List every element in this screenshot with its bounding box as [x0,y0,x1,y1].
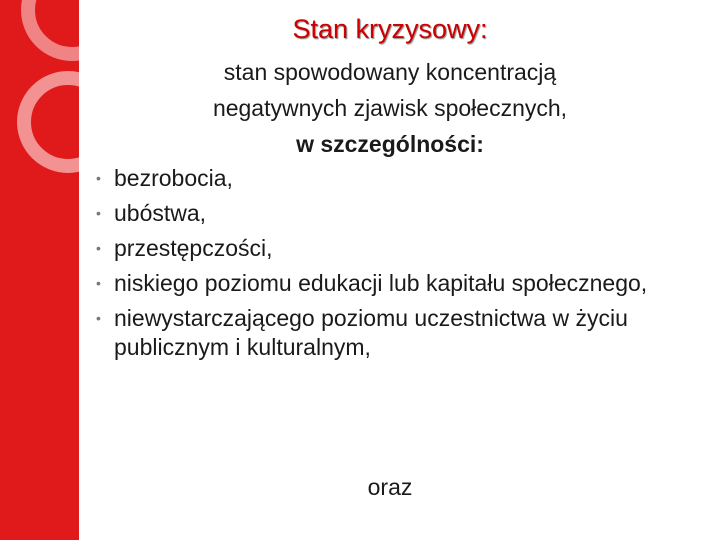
list-item-text: niskiego poziomu edukacji lub kapitału społecznego, [114,270,648,296]
slide-title: Stan kryzysowy: [292,14,488,44]
intro-line: w szczególności: [296,131,484,157]
list-item [96,164,696,193]
intro-line: negatywnych zjawisk społecznych, [212,95,568,121]
intro-text [120,54,660,162]
decorative-circles-icon [0,0,79,540]
bullet-icon: • [96,170,101,186]
list-item-text: ubóstwa, [114,200,207,226]
intro-line: stan spowodowany koncentracją [223,59,557,85]
bullet-icon: • [96,275,101,291]
list-item-text: przestępczości, [114,235,273,261]
bullet-list [96,164,696,368]
list-item-text: bezrobocia, [114,165,233,191]
list-item [96,199,696,228]
bullet-icon: • [96,240,101,256]
decorative-side-bar [0,0,79,540]
bullet-icon: • [96,205,101,221]
list-item [96,304,696,362]
list-item [96,269,696,298]
list-item [96,234,696,263]
list-item-text: niewystarczającego poziomu uczestnictwa w życiu publicznym i kulturalnym, [114,305,628,360]
bullet-icon: • [96,310,101,326]
footer-word: oraz [367,474,413,500]
